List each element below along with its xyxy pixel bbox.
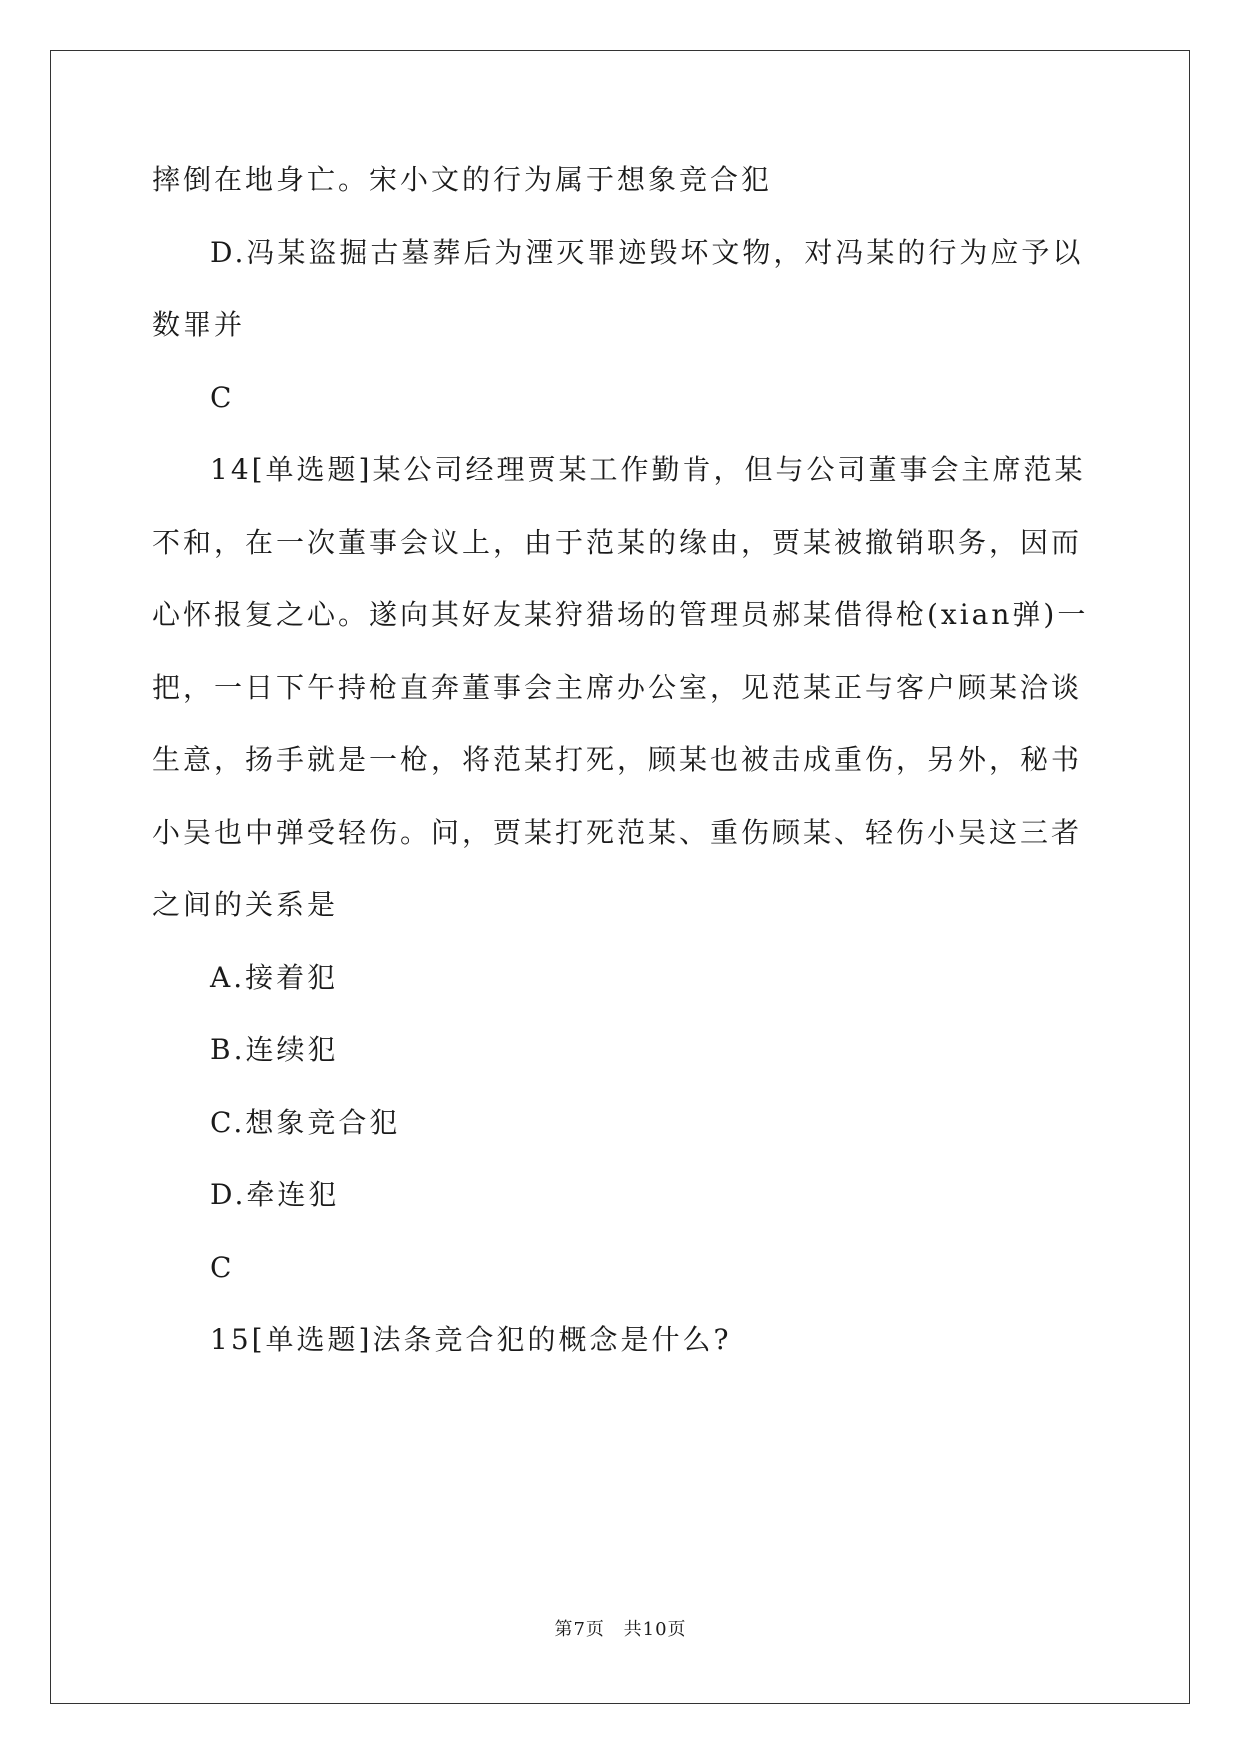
text-line: 之间的关系是 bbox=[152, 888, 339, 921]
text-line: 数罪并 bbox=[152, 308, 246, 341]
option-c-line: C.想象竞合犯 bbox=[210, 1106, 401, 1139]
answer-line: C bbox=[210, 1251, 235, 1284]
text-line: 心怀报复之心。遂向其好友某狩猎场的管理员郝某借得枪(xian弹)一 bbox=[152, 598, 1089, 631]
question-14-line: 14[单选题]某公司经理贾某工作勤肯，但与公司董事会主席范某 bbox=[210, 453, 1086, 486]
text-line: 把，一日下午持枪直奔董事会主席办公室，见范某正与客户顾某洽谈 bbox=[152, 671, 1083, 704]
option-d-line: D.牵连犯 bbox=[210, 1178, 340, 1211]
text-line: 生意，扬手就是一枪，将范某打死，顾某也被击成重伤，另外，秘书 bbox=[152, 743, 1083, 776]
page-number-current: 第7页 bbox=[554, 1619, 605, 1640]
text-line: 不和，在一次董事会议上，由于范某的缘由，贾某被撤销职务，因而 bbox=[152, 526, 1083, 559]
page-number-total: 共10页 bbox=[623, 1619, 687, 1640]
option-a-line: A.接着犯 bbox=[210, 961, 339, 994]
question-15-line: 15[单选题]法条竞合犯的概念是什么? bbox=[210, 1323, 732, 1356]
option-d-line: D.冯某盗掘古墓葬后为湮灭罪迹毁坏文物，对冯某的行为应予以 bbox=[210, 236, 1084, 269]
option-b-line: B.连续犯 bbox=[210, 1033, 339, 1066]
text-line: 摔倒在地身亡。宋小文的行为属于想象竞合犯 bbox=[152, 163, 773, 196]
text-line: 小吴也中弹受轻伤。问，贾某打死范某、重伤顾某、轻伤小吴这三者 bbox=[152, 816, 1083, 849]
page-footer bbox=[0, 1618, 1241, 1642]
answer-line: C bbox=[210, 381, 235, 414]
page-border bbox=[50, 50, 1190, 1704]
